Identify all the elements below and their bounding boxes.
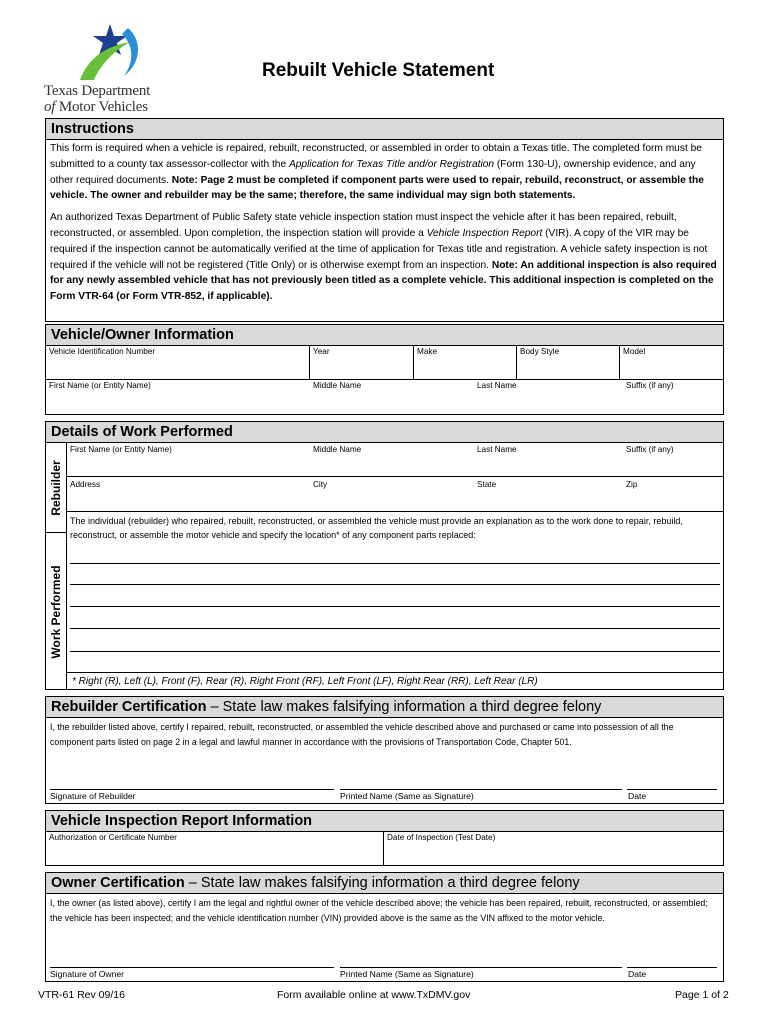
owner-signature-label: Signature of Owner: [50, 969, 125, 979]
work-performed-section: [45, 421, 724, 690]
make-field[interactable]: [414, 346, 517, 379]
rebuilder-address-label: Address: [70, 480, 101, 489]
work-performed-side-label: Work Performed: [46, 533, 67, 690]
rebuilder-address-row[interactable]: [67, 478, 723, 512]
body-style-label: Body Style: [520, 347, 560, 356]
year-label: Year: [313, 347, 330, 356]
rebuilder-suffix-label: Suffix (if any): [626, 445, 674, 454]
rebuilder-first-name-label: First Name (or Entity Name): [70, 445, 172, 454]
vehicle-owner-heading: Vehicle/Owner Information: [46, 325, 723, 346]
owner-suffix-label: Suffix (if any): [626, 381, 674, 390]
rebuilder-city-label: City: [313, 480, 328, 489]
work-line-4[interactable]: [70, 628, 720, 629]
work-performed-heading: Details of Work Performed: [46, 422, 723, 443]
rebuilder-last-name-label: Last Name: [477, 445, 517, 454]
rebuilder-signature-line[interactable]: [50, 789, 334, 790]
rebuilder-printed-name-label: Printed Name (Same as Signature): [340, 791, 474, 801]
work-line-1[interactable]: [70, 563, 720, 564]
year-field[interactable]: [310, 346, 414, 379]
location-footnote: * Right (R), Left (L), Front (F), Rear (R), Right Front (RF), Left Front (LF), Right Rear (RR), Left Rear (LR): [67, 672, 723, 690]
owner-first-name-field[interactable]: [46, 380, 723, 414]
owner-date-label: Date: [628, 969, 647, 979]
agency-name-line1: Texas Department: [44, 83, 151, 99]
rebuilder-signature-label: Signature of Rebuilder: [50, 791, 136, 801]
rebuilder-state-label: State: [477, 480, 497, 489]
inspection-date-label: Date of Inspection (Test Date): [387, 833, 496, 842]
rebuilder-date-line[interactable]: [627, 789, 717, 790]
owner-certification-heading: Owner Certification – State law makes falsifying information a third degree felony: [46, 873, 723, 894]
vehicle-owner-section: [45, 324, 724, 415]
instructions-paragraph-2: An authorized Texas Department of Public Safety state vehicle inspection station must inspect the vehicle after it has been repaired, rebuilt, reconstructed, or assembled. Upon completion, the inspection station will provide a Vehicle Inspection Report (VIR). A copy of the VIR may be required if the inspection cannot be automatically verified at the time of application for Texas title and registration. A vehicle safety inspection is not required if the vehicle will not be registered (Title Only) or is otherwise exempt from an inspection. Note: An additional inspection is also required for any newly assembled vehicle that has not previously been titled as a complete vehicle. This additional inspection is completed on the Form VTR-64 (or Form VTR-852, if applicable).: [50, 212, 717, 303]
model-label: Model: [623, 347, 646, 356]
agency-name-line2: of Motor Vehicles: [44, 99, 148, 115]
owner-signature-line[interactable]: [50, 967, 334, 968]
owner-printed-name-label: Printed Name (Same as Signature): [340, 969, 474, 979]
txdmv-logo: [42, 22, 182, 117]
owner-certification-section: [45, 872, 724, 982]
inspection-heading: Vehicle Inspection Report Information: [46, 811, 723, 832]
work-explanation-text: The individual (rebuilder) who repaired, rebuilt, reconstructed, or assembled the vehicle must provide an explanation as to the work done to repair, rebuild, reconstruct, or assemble the motor vehicle and specify the location* of any component parts replaced:: [70, 516, 683, 540]
form-title: Rebuilt Vehicle Statement: [262, 60, 495, 81]
online-availability: Form available online at www.TxDMV.gov: [277, 989, 471, 1001]
body-style-field[interactable]: [517, 346, 620, 379]
rebuilder-certification-heading: Rebuilder Certification – State law makes falsifying information a third degree felony: [46, 697, 723, 718]
vin-label: Vehicle Identification Number: [49, 347, 156, 356]
rebuilder-printed-name-line[interactable]: [340, 789, 622, 790]
owner-date-line[interactable]: [627, 967, 717, 968]
owner-last-name-label: Last Name: [477, 381, 517, 390]
work-line-3[interactable]: [70, 606, 720, 607]
make-label: Make: [417, 347, 438, 356]
rebuilder-date-label: Date: [628, 791, 647, 801]
owner-first-name-label: First Name (or Entity Name): [49, 381, 151, 390]
inspection-date-field[interactable]: [384, 832, 723, 865]
form-id: VTR-61 Rev 09/16: [38, 989, 125, 1001]
work-line-2[interactable]: [70, 584, 720, 585]
instructions-paragraph-1: This form is required when a vehicle is repaired, rebuilt, reconstructed, or assembled in order to obtain a Texas title. The completed form must be submitted to a county tax assessor-collector with the Application for Texas Title and/or Registration (Form 130-U), ownership evidence, and any other required documents. Note: Page 2 must be completed if component parts were used to repair, rebuild, reconstruct, or assemble the vehicle. The owner and rebuilder may be the same; therefore, the same individual may sign both statements.: [50, 143, 704, 202]
inspection-section: [45, 810, 724, 866]
rebuilder-zip-label: Zip: [626, 480, 638, 489]
owner-printed-name-line[interactable]: [340, 967, 622, 968]
rebuilder-certification-section: [45, 696, 724, 804]
star-swoosh-icon: [72, 22, 144, 82]
work-line-5[interactable]: [70, 651, 720, 652]
authorization-number-label: Authorization or Certificate Number: [49, 833, 177, 842]
authorization-number-field[interactable]: [46, 832, 384, 865]
page-number: Page 1 of 2: [675, 989, 729, 1001]
model-field[interactable]: [620, 346, 723, 379]
rebuilder-middle-name-label: Middle Name: [313, 445, 362, 454]
instructions-heading: Instructions: [46, 119, 723, 140]
instructions-section: [45, 118, 724, 322]
vin-field[interactable]: [46, 346, 310, 379]
owner-middle-name-label: Middle Name: [313, 381, 362, 390]
rebuilder-side-label: Rebuilder: [46, 443, 67, 533]
owner-certification-text: I, the owner (as listed above), certify I am the legal and rightful owner of the vehicle described above; the vehicle has been repaired, rebuilt, reconstructed, or assembled; the vehicle has been inspected; and the vehicle identification number (VIN) provided above is the same as the VIN affixed to the motor vehicle.: [50, 898, 708, 923]
rebuilder-name-row[interactable]: [67, 443, 723, 477]
rebuilder-certification-text: I, the rebuilder listed above, certify I repaired, rebuilt, reconstructed, or assembled the vehicle described above and purchased or came into possession of all the component parts listed on page 2 in a legal and lawful manner in accordance with the provisions of Transportation Code, Chapter 501.: [50, 722, 674, 747]
